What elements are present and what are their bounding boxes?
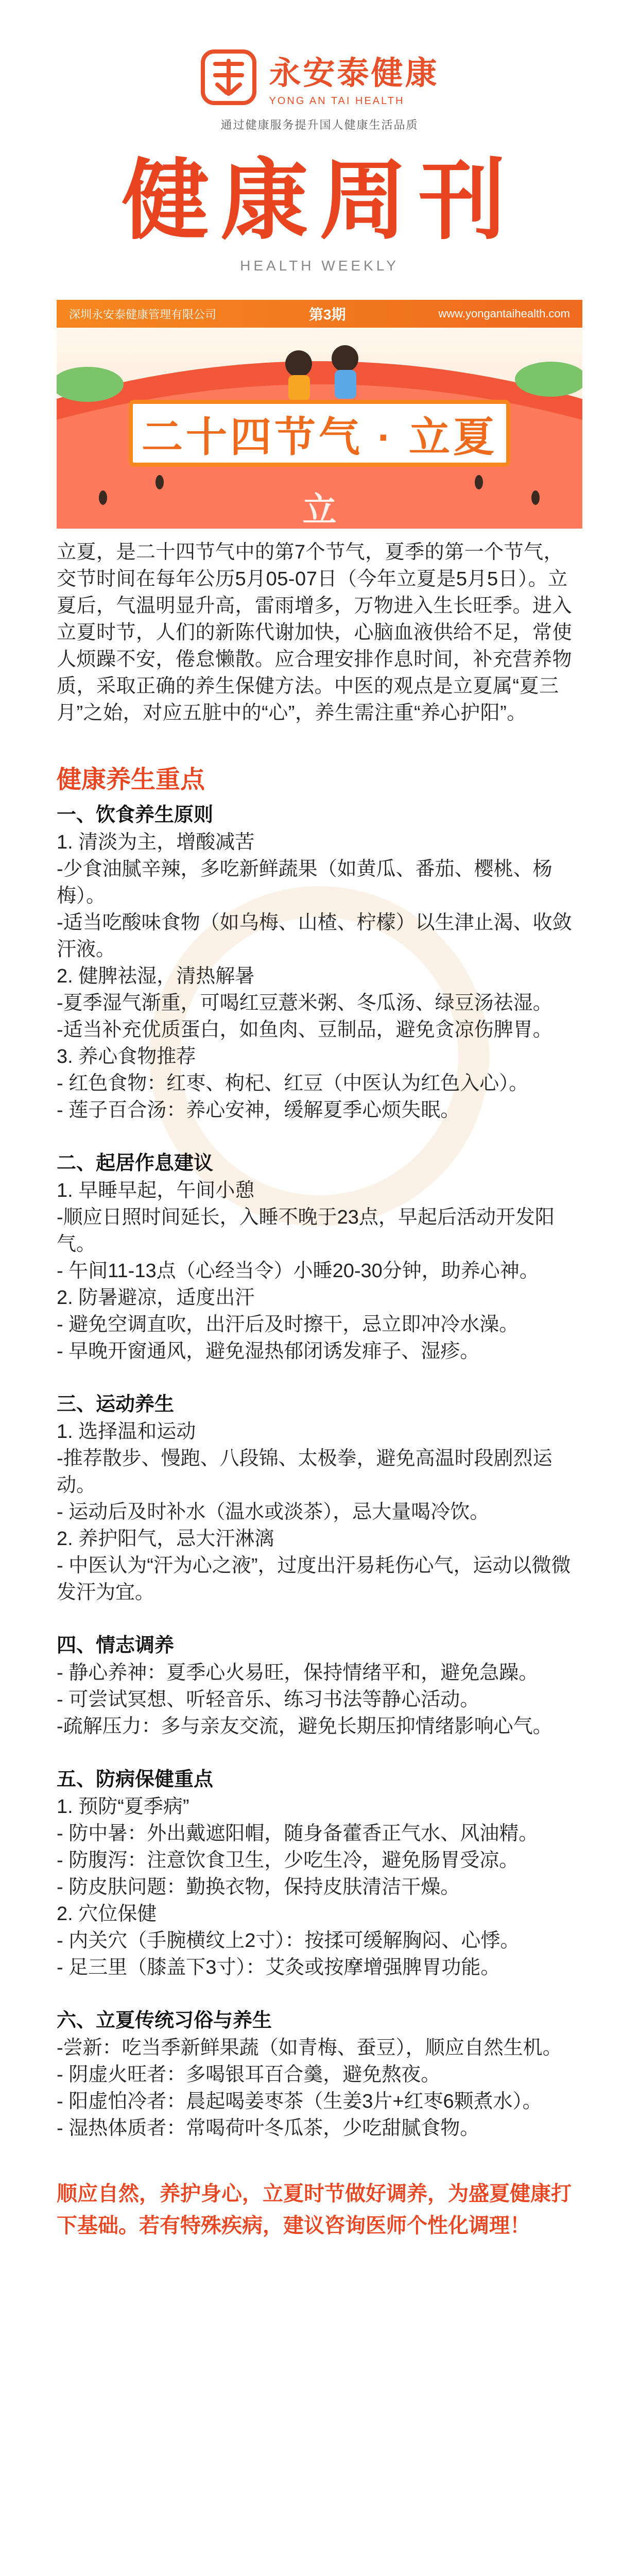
list-item: - 静心养神：夏季心火易旺，保持情绪平和，避免急躁。 <box>57 1662 539 1684</box>
brand-logo-row <box>0 41 639 113</box>
list-item: 2. 穴位保健 <box>57 1903 157 1925</box>
section-title: 四、情志调养 <box>57 1635 175 1656</box>
website-link[interactable]: www.yongantaihealth.com <box>438 307 570 320</box>
section-title: 一、饮食养生原则 <box>57 804 214 826</box>
list-item: - 红色食物：红枣、枸杞、红豆（中医认为红色入心）。 <box>57 1073 529 1094</box>
section-emotion <box>57 1632 582 1740</box>
page-header <box>0 0 639 361</box>
list-item: - 内关穴（手腕横纹上2寸）：按揉可缓解胸闷、心悸。 <box>57 1930 520 1952</box>
list-item: - 莲子百合汤：养心安神，缓解夏季心烦失眠。 <box>57 1099 460 1121</box>
list-item: - 防腹泻：注意饮食卫生，少吃生冷，避免肠胃受凉。 <box>57 1850 519 1871</box>
issue-info-bar <box>57 300 582 328</box>
list-item: -尝新：吃当季新鲜果蔬（如青梅、蚕豆），顺应自然生机。 <box>57 2037 562 2059</box>
list-item: -顺应日照时间延长，入睡不晚于23点，早起后活动开发阳气。 <box>57 1207 555 1255</box>
solar-term-banner <box>57 328 582 529</box>
company-name: 深圳永安泰健康管理有限公司 <box>69 308 217 321</box>
section-customs <box>57 2007 582 2142</box>
list-item: 1. 清淡为主，增酸减苦 <box>57 832 255 853</box>
brand-slogan: 通过健康服务提升国人健康生活品质 <box>220 118 419 131</box>
list-item: 1. 早睡早起，午间小憩 <box>57 1180 255 1201</box>
list-item: -少食油腻辛辣，多吃新鲜蔬果（如黄瓜、番茄、樱桃、杨梅）。 <box>57 858 552 907</box>
issue-number: 第3期 <box>308 307 346 323</box>
masthead-title: 健康周刊 <box>122 152 517 250</box>
list-item: - 足三里（膝盖下3寸）：艾灸或按摩增强脾胃功能。 <box>57 1957 500 1978</box>
list-item: 2. 健脾祛湿，清热解暑 <box>57 965 255 987</box>
banner-title: 二十四节气 · 立夏 <box>141 414 498 460</box>
list-item: - 早晚开窗通风，避免湿热郁闭诱发痱子、湿疹。 <box>57 1341 480 1362</box>
list-item: -适当吃酸味食物（如乌梅、山楂、柠檬）以生津止渴、收敛汗液。 <box>57 912 572 960</box>
list-item: - 避免空调直吹，出汗后及时擦干，忌立即冲冷水澡。 <box>57 1314 519 1335</box>
list-item: - 阴虚火旺者：多喝银耳百合羹，避免熬夜。 <box>57 2064 441 2086</box>
banner-subtitle: 立 <box>302 490 337 529</box>
list-item: - 中医认为“汗为心之液”，过度出汗易耗伤心气，运动以微微发汗为宜。 <box>57 1555 571 1603</box>
list-item: -疏解压力：多与亲友交流，避免长期压抑情绪影响心气。 <box>57 1716 552 1737</box>
list-item: - 可尝试冥想、听轻音乐、练习书法等静心活动。 <box>57 1689 480 1710</box>
section-heading: 健康养生重点 <box>57 766 205 793</box>
article-body <box>57 539 582 2242</box>
section-prevention <box>57 1766 582 1981</box>
section-diet <box>57 801 582 1124</box>
list-item: - 防中暑：外出戴遮阳帽，随身备藿香正气水、风油精。 <box>57 1823 539 1844</box>
section-title: 二、起居作息建议 <box>57 1153 214 1174</box>
closing-paragraph: 顺应自然，养护身心，立夏时节做好调养，为盛夏健康打下基础。若有特殊疾病，建议咨询医师个性化调理！ <box>57 2182 572 2237</box>
list-item: -推荐散步、慢跑、八段锦、太极拳，避免高温时段剧烈运动。 <box>57 1448 552 1496</box>
list-item: - 午间11-13点（心经当令）小睡20-30分钟，助养心神。 <box>57 1260 539 1282</box>
list-item: - 阳虚怕冷者：晨起喝姜枣茶（生姜3片+红枣6颗煮水）。 <box>57 2091 542 2112</box>
list-item: 1. 选择温和运动 <box>57 1421 196 1443</box>
list-item: 2. 养护阳气，忌大汗淋漓 <box>57 1528 274 1550</box>
brand-name-cn: 永安泰健康 <box>269 56 439 91</box>
brand-name-en: YONG AN TAI HEALTH <box>269 95 405 107</box>
brand-name <box>269 47 439 107</box>
section-title: 五、防病保健重点 <box>57 1769 214 1790</box>
list-item: 3. 养心食物推荐 <box>57 1046 196 1067</box>
section-exercise <box>57 1391 582 1606</box>
intro-paragraph: 立夏，是二十四节气中的第7个节气，夏季的第一个节气，交节时间在每年公历5月05-07日（今年立夏是5月5日）。立夏后，气温明显升高，雷雨增多，万物进入生长旺季。进入立夏时节，人们的新陈代谢加快，心脑血液供给不足，常使人烦躁不安，倦怠懒散。应合理安排作息时间，补充营养物质，采取正确的养生保健方法。中医的观点是立夏属“夏三月”之始，对应五脏中的“心”，养生需注重“养心护阳”。 <box>57 541 573 724</box>
list-item: 2. 防暑避凉，适度出汗 <box>57 1287 255 1309</box>
brand-logo-icon <box>200 48 257 106</box>
list-item: - 运动后及时补水（温水或淡茶），忌大量喝冷饮。 <box>57 1501 490 1523</box>
section-routine <box>57 1149 582 1365</box>
section-title: 六、立夏传统习俗与养生 <box>57 2010 272 2031</box>
list-item: -夏季湿气渐重，可喝红豆薏米粥、冬瓜汤、绿豆汤祛湿。 <box>57 992 552 1014</box>
masthead-title-en: HEALTH WEEKLY <box>240 258 399 274</box>
list-item: 1. 预防“夏季病” <box>57 1796 189 1818</box>
list-item: - 防皮肤问题：勤换衣物，保持皮肤清洁干燥。 <box>57 1876 460 1898</box>
section-title: 三、运动养生 <box>57 1394 175 1415</box>
list-item: -适当补充优质蛋白，如鱼肉、豆制品，避免贪凉伤脾胃。 <box>57 1019 552 1041</box>
banner-title-box <box>129 400 510 467</box>
list-item: - 湿热体质者：常喝荷叶冬瓜茶，少吃甜腻食物。 <box>57 2117 480 2139</box>
